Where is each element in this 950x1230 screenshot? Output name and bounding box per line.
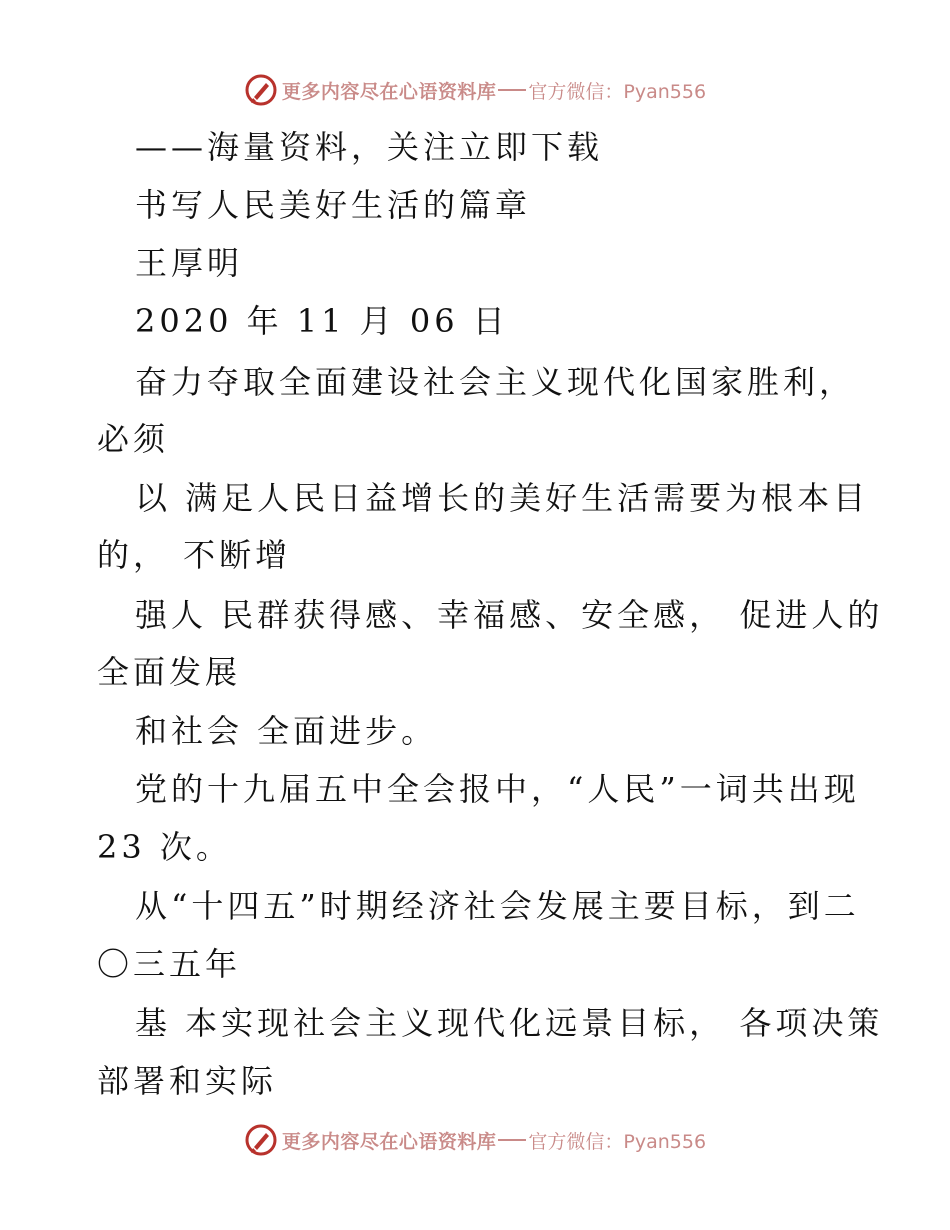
paragraph-line: 基 本实现社会主义现代化远景目标， 各项决策 (135, 1004, 884, 1042)
banner-separator (498, 1139, 526, 1141)
header-banner (0, 70, 950, 110)
banner-wechat-text: 官方微信：Pyan556 (528, 1130, 707, 1153)
footer-banner (0, 1120, 950, 1160)
article-title: 书写人民美好生活的篇章 (135, 186, 532, 224)
tagline: ——海量资料，关注立即下载 (135, 128, 604, 166)
paragraph-line: 全面发展 (97, 653, 242, 691)
paragraph-line: 从“十四五”时期经济社会发展主要目标，到二 (135, 887, 860, 925)
paragraph-line: 的， 不断增 (97, 536, 292, 574)
article-date: 2020 年 11 月 06 日 (135, 302, 509, 340)
paragraph-line: 〇三五年 (97, 945, 242, 983)
paragraph-line: 强人 民群获得感、幸福感、安全感， 促进人的 (135, 596, 884, 634)
pen-nib-logo-icon (244, 1123, 278, 1157)
pen-nib-logo-icon (244, 73, 278, 107)
banner-wechat-text: 官方微信：Pyan556 (528, 80, 707, 103)
paragraph-line: 以 满足人民日益增长的美好生活需要为根本目 (135, 479, 870, 517)
banner-separator (498, 89, 526, 91)
banner-site-text: 更多内容尽在心语资料库 (281, 80, 497, 103)
paragraph-line: 部署和实际 (97, 1062, 278, 1100)
paragraph-line: 必须 (97, 420, 170, 458)
paragraph-line: 奋力夺取全面建设社会主义现代化国家胜利， (135, 363, 856, 401)
article-author: 王厚明 (135, 244, 244, 282)
paragraph-line: 和社会 全面进步。 (135, 712, 438, 750)
banner-site-text: 更多内容尽在心语资料库 (281, 1130, 497, 1153)
paragraph-line: 23 次。 (97, 828, 232, 866)
paragraph-line: 党的十九届五中全会报中，“人民”一词共出现 (135, 770, 860, 808)
